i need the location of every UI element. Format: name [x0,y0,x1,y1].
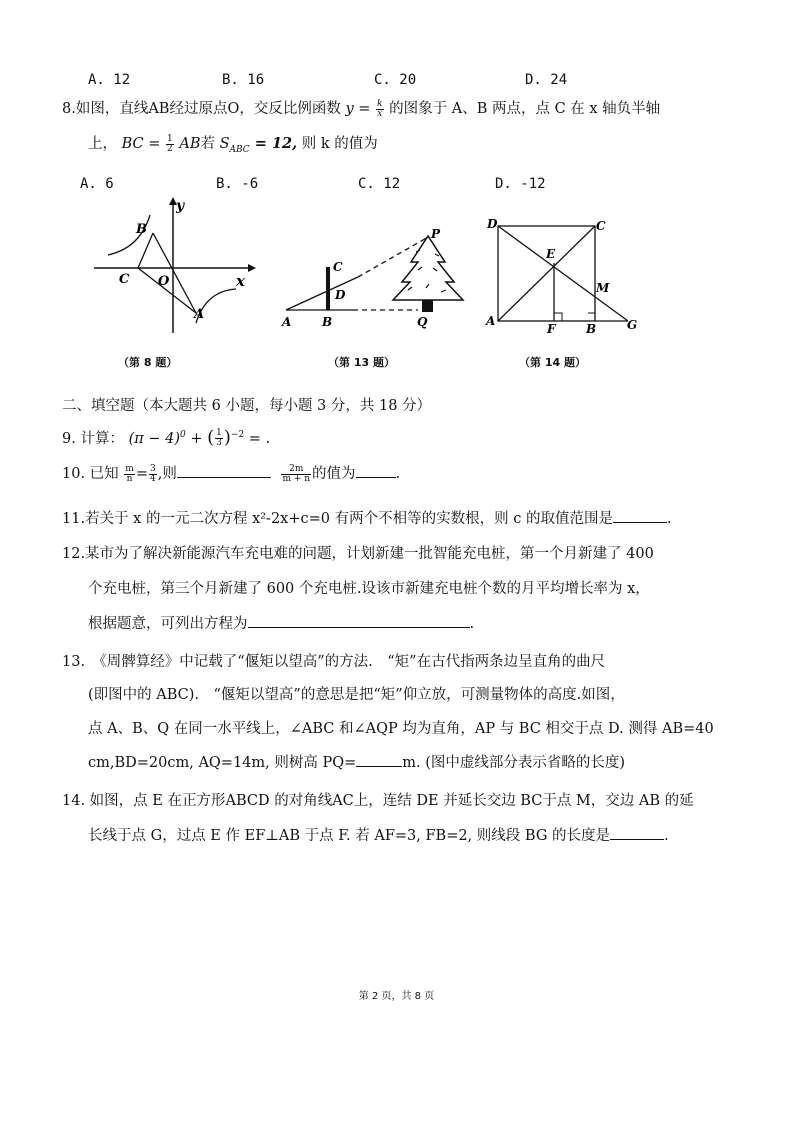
q8-suffix: 的图象于 A、B 两点，点 C 在 x 轴负半轴 [389,101,661,117]
fig13-label-b: B [322,315,333,329]
fig13-label-d: D [335,288,346,302]
fig8-label-c: C [119,272,130,287]
q7-option-a: A. 12 [88,72,131,88]
q9-close-paren: ) [223,426,231,448]
q12-answer-blank[interactable] [248,613,470,628]
q9-line [62,425,270,449]
q14-line2 [88,825,669,846]
fig14-diagonal-ac [498,226,595,321]
q10-e-den: m + n [282,473,311,484]
q14-line2-text: 长线于点 G，过点 E 作 EF⊥AB 于点 F. 若 AF=3, FB=2, 则线段 BG 的长度是 [88,828,611,844]
fig8-caption: （第 8 题） [118,356,178,369]
q9-base-text: (π − 4) [128,430,180,447]
q7-option-c: C. 20 [374,72,417,88]
q11-answer-blank[interactable] [613,508,667,523]
q10-line [62,463,400,484]
q9-base [129,431,186,447]
q13-line2: (即图中的 ABC). “偃矩以望高”的意思是把“矩”仰立放，可测量物体的高度.如图， [88,687,625,703]
page-footer: 第 2 页，共 8 页 [358,991,435,1002]
q8-option-c: C. 12 [358,176,401,192]
fig13-label-q: Q [417,315,428,329]
q10-end: . [395,466,401,482]
q10-mn-fraction [124,465,135,484]
figure-8 [88,193,258,343]
q12-end: . [469,616,475,632]
q8-area-val: = 12, [249,135,298,152]
q8-area-sub: ABC [229,144,250,155]
fig8-x-arrow [248,264,256,272]
q8-option-d: D. -12 [495,176,546,192]
q10-v-num: 3 [149,463,156,474]
q10-prefix: 10. 已知 [62,466,119,482]
fig14-label-f: F [547,322,556,336]
q8-tail: 则 k 的值为 [301,136,378,152]
fig14-right-angle-f [554,313,562,321]
q13-line4-pre: cm,BD=20cm, AQ=14m, 则树高 PQ= [88,755,357,771]
figure-13 [278,222,468,332]
q8-option-a: A. 6 [80,176,114,192]
q14-answer-blank[interactable] [610,825,664,840]
q10-m: m [125,463,134,474]
fig8-label-b: B [136,222,147,237]
q10-expr-fraction [281,465,311,484]
q13-line1: 13. 《周髀算经》中记载了“偃矩以望高”的方法. “矩”在古代指两条边呈直角的曲尺 [62,654,606,670]
q8-half-fraction [166,135,174,154]
q8-bc: BC = [121,136,161,152]
q11-line [62,508,672,529]
fig13-caption: （第 13 题） [328,356,395,369]
fig13-label-c: C [333,260,343,274]
q11-text: 11.若关于 x 的一元二次方程 x²-2x+c=0 有两个不相等的实数根，则 c 的取值范围是 [62,511,613,527]
q8-option-b: B. -6 [216,176,259,192]
q13-line3: 点 A、B、Q 在同一水平线上，∠ABC 和∠AQP 均为直角，AP 与 BC 相交于点 D. 测得 AB=40 [88,721,714,737]
q8-line2-pre: 上， [88,136,117,152]
fig8-label-o: O [158,274,170,289]
q9-exp: −2 [230,430,245,440]
q8-func-fraction [376,100,383,119]
q8-line2 [88,134,378,160]
q8-area [219,135,298,155]
q8-prefix: 8.如图，直线AB经过原点O，交反比例函数 [62,101,341,117]
q10-n: n [126,473,133,484]
q7-option-d: D. 24 [525,72,568,88]
q10-blank-2[interactable] [356,463,396,478]
q14-line1: 14. 如图，点 E 在正方形ABCD 的对角线AC上，连结 DE 并延长交边 BC于点 M，交边 AB 的延 [62,793,694,809]
fig14-caption: （第 14 题） [519,356,586,369]
q8-func-y: y = [345,101,371,117]
q8-func-num: k [377,98,383,109]
fig14-label-b: B [586,322,597,336]
q10-tail: 的值为 [312,466,356,482]
fig14-label-d: D [487,217,498,231]
q8-line1 [62,99,660,119]
fig14-line-dg [498,226,628,321]
q9-prefix: 9. 计算： [62,430,124,447]
q7-option-b: B. 16 [222,72,265,88]
fig13-label-p: P [431,227,441,241]
fig8-label-x: x [236,272,245,290]
fig8-label-a: A [194,307,205,322]
q13-line4 [88,752,625,773]
q11-end: . [666,511,672,527]
q10-value-fraction [149,465,157,484]
q10-v-den: 4 [149,473,156,484]
q10-eq: = [135,466,148,482]
fig14-label-g: G [627,318,638,332]
section2-heading: 二、填空题（本大题共 6 小题，每小题 3 分，共 18 分） [62,398,432,414]
q9-exp0: 0 [180,430,186,440]
figure-14 [482,212,647,337]
q8-half-den: 2 [167,143,173,154]
fig14-label-e: E [546,247,556,261]
fig8-line-bc [138,233,153,268]
fig14-label-c: C [596,219,606,233]
q9-open-paren: ( [207,426,215,448]
q12-line3 [88,613,474,634]
q13-line4-post: m. (图中虚线部分表示省略的长度) [402,755,626,771]
fig13-label-a: A [282,315,292,329]
q8-ab: AB [179,136,201,152]
q8-half-num: 1 [167,133,173,144]
q10-blank-1[interactable] [177,463,271,478]
q10-then: ,则 [157,466,177,482]
q14-end: . [664,828,669,844]
q12-line3-text: 根据题意，可列出方程为 [88,616,248,632]
fig13-sight-solid [286,277,358,310]
q9-fraction [215,429,223,448]
q8-func-den: x [377,108,383,119]
tree-icon [393,236,463,312]
fig8-label-y: y [176,198,185,214]
q8-if: 若 [200,136,215,152]
q12-line1: 12.某市为了解决新能源汽车充电难的问题，计划新建一批智能充电桩，第一个月新建了 400 [62,546,654,562]
q12-line2: 个充电桩，第三个月新建了 600 个充电桩.设该市新建充电桩个数的月平均增长率为 x， [88,581,650,597]
fig13-ruler [326,267,330,310]
fig14-label-a: A [486,314,496,328]
fig8-line-ab [153,233,196,313]
fig14-label-m: M [596,281,610,295]
q9-plus: + [190,430,208,447]
q9-tail: = . [248,430,271,447]
q9-frac-den: 3 [216,438,222,449]
q8-area-s: S [219,136,230,152]
q13-answer-blank[interactable] [356,752,402,767]
q10-e-num: 2m [281,465,311,475]
q9-frac-num: 1 [216,428,222,439]
